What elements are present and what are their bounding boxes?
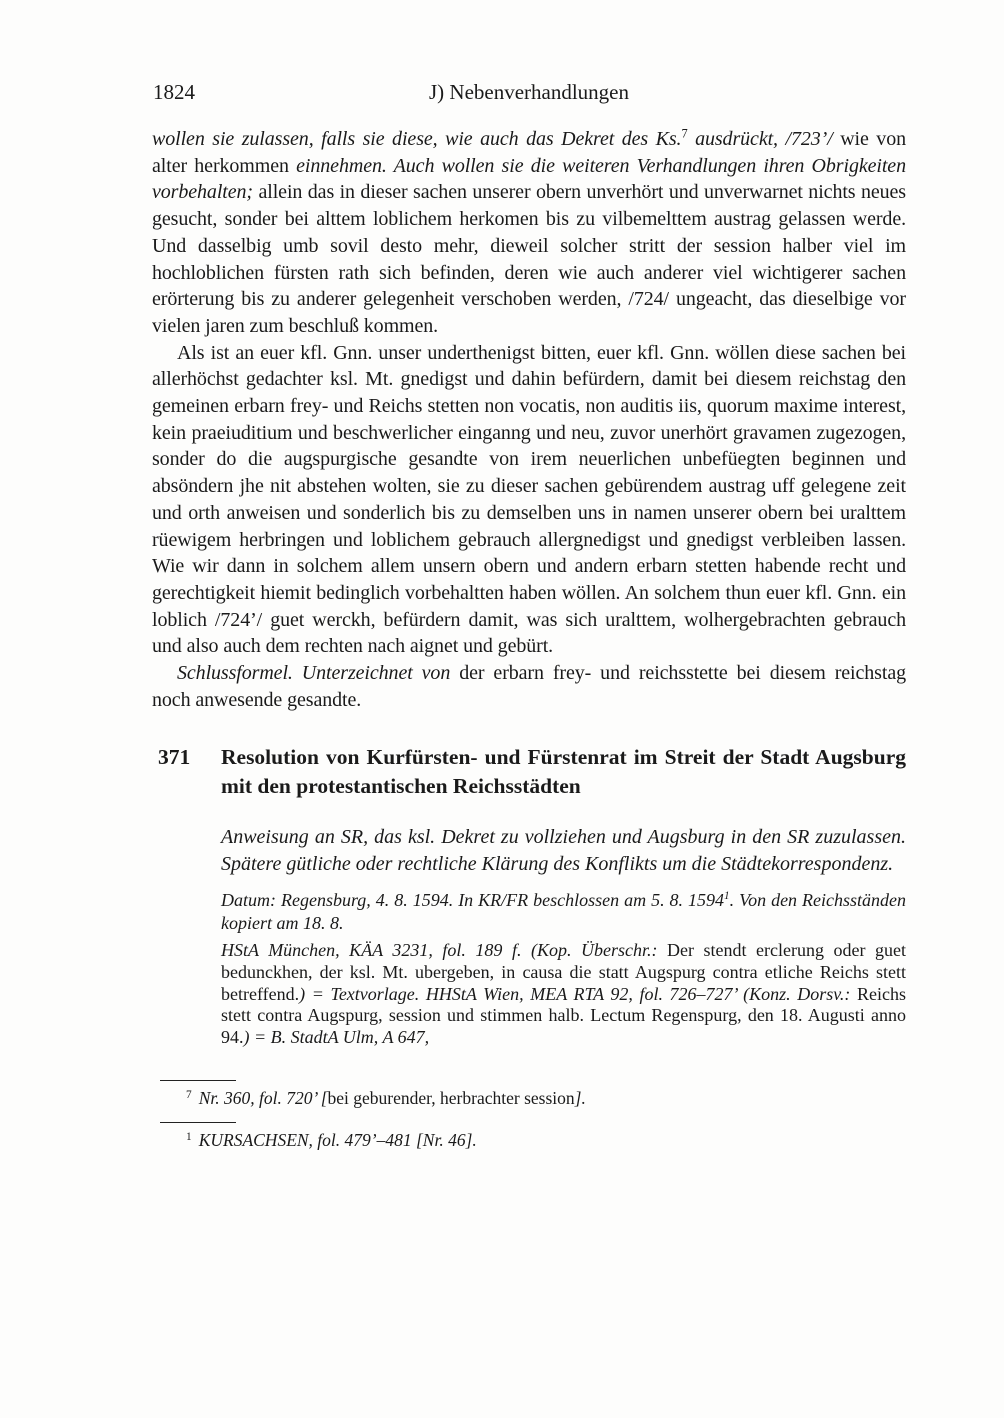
footnote-marker: 7 xyxy=(186,1088,192,1101)
footnote-text: Nr. 360, fol. 720’ [bei geburender, herbrachter session]. xyxy=(198,1088,586,1109)
entry-details xyxy=(221,824,906,1048)
text-column xyxy=(152,126,906,1151)
footnote xyxy=(152,1087,906,1109)
page-number: 1824 xyxy=(153,80,195,104)
running-head: J) Nebenverhandlungen xyxy=(428,80,629,104)
entry-heading xyxy=(152,743,906,801)
body-paragraph: wollen sie zulassen, falls sie diese, wie auch das Dekret des Ks.$^7$ ausdrückt, /723’/ wie von alter herkommen einnehmen. Auch wollen sie die weiteren Verhandlungen ihren Obrigkeiten vorbehalten; allein das in dieser sachen unserer obern unverhört und unverwarnet nichts neues gesucht, sonder bei alttem loblichem herkomen bis zu vilbemelttem austrag gelassen werde. Und dasselbig umb sovil desto mehr, dieweil solcher stritt der session halber viel im hochloblichen fürsten rath sich befinden, deren wie auch anderer viel wichtigerer sachen erörterung bis zu anderer gelegenheit verschoben werden, /724/ ungeacht, das dieselbige vor vielen jaren zum beschluß kommen. xyxy=(152,126,907,337)
page-header xyxy=(152,80,906,106)
footnote-section xyxy=(152,1080,906,1151)
body-text xyxy=(152,126,906,713)
footnote-rule xyxy=(160,1080,236,1081)
footnote-rule xyxy=(160,1122,236,1123)
footnote-marker: 1 xyxy=(186,1130,192,1143)
entry-title: Resolution von Kurfürsten- und Fürstenrat im Streit der Stadt Augsburg mit den protestantischen Reichsstädten xyxy=(221,745,906,799)
entry-source: HStA München, KÄA 3231, fol. 189 f. (Kop. Überschr.: Der stendt erclerung oder guet bedunckhen, der ksl. Mt. ubergeben, in causa die statt Augspurg contra etliche Reichs stett betreffend.) = Textvorlage. HHStA Wien, MEA RTA 92, fol. 726–727’ (Konz. Dorsv.: Reichs stett contra Augspurg, session und stimmen halb. Lectum Regenspurg, den 18. Augusti anno 94.) = B. StadtA Ulm, A 647, xyxy=(221,940,906,1047)
entry-summary: Anweisung an SR, das ksl. Dekret zu vollziehen und Augsburg in den SR zuzulassen. Spätere gütliche oder rechtliche Klärung des Konflikts um die Städtekorrespondenz. xyxy=(221,826,906,875)
entry-datum: Datum: Regensburg, 4. 8. 1594. In KR/FR beschlossen am 5. 8. 1594$^1$. Von den Reichsständen kopiert am 18. 8. xyxy=(221,890,907,934)
footnote-text: KURSACHSEN, fol. 479’–481 [Nr. 46]. xyxy=(198,1130,477,1151)
entry-number: 371 xyxy=(158,745,191,770)
footnote xyxy=(152,1129,906,1151)
body-paragraph: Als ist an euer kfl. Gnn. unser underthenigst bitten, euer kfl. Gnn. wöllen diese sachen bei allerhöchst gedachter ksl. Mt. gnedigst und dahin befürdern, damit bei diesem reichstag den gemeinen erbarn frey- und Reichs stetten non vocatis, non auditis iis, quorum maxime interest, kein praeiuditium und beschwerlicher einganng und neu, zuvor unerhört gravamen zugezogen, sonder do die augspurgische gesandte von irem neuerlichen unbefüegten beginnen und absöndern jhe nit abstehen wolten, sie zu dieser sachen gebürendem austrag uff gelegene zeit und orth anweisen und sonderlich bis zu demselben uns in namen unserer obern bei uralttem rüewigem herbringen und loblichem gebrauch allergnedigst und gnedigst verbleiben lassen. Wie wir dann in solchem allem unsern obern und andern erbarn stetten habende recht und gerechtigkeit hiemit bedinglich vorbehaltten haben wöllen. An solchem thun euer kfl. Gnn. ein loblich /724’/ guet werckh, befürdern damit, was sich uralttem, wolhergebrachten gebrauch und also auch dem rechten nach aignet und gebürt. xyxy=(152,341,906,658)
body-paragraph: Schlussformel. Unterzeichnet von der erbarn frey- und reichsstette bei diesem reichstag noch anwesende gesandte. xyxy=(152,662,906,711)
